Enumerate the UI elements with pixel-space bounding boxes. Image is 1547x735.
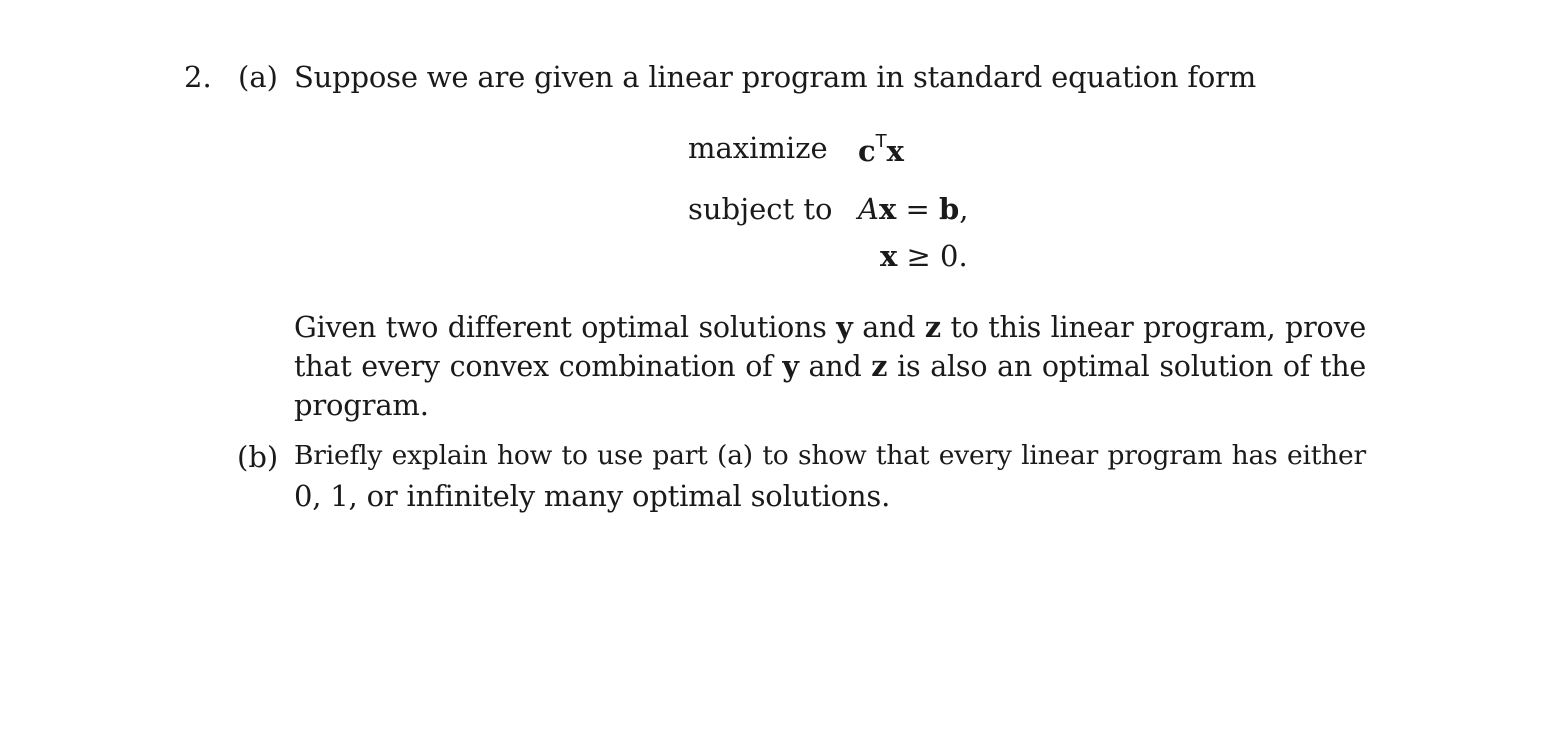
- equals-sign: =: [905, 192, 930, 226]
- part-a-label: (a): [238, 60, 278, 94]
- solution-y: y: [836, 310, 853, 344]
- paragraph-line-3: program.: [294, 388, 429, 422]
- paragraph-line-1: [294, 310, 1366, 344]
- text: Given two different optimal solutions: [294, 311, 827, 344]
- zero: 0.: [940, 239, 968, 273]
- solution-y: y: [782, 349, 799, 383]
- comma: ,: [959, 192, 969, 226]
- text: and: [862, 311, 916, 344]
- paragraph-line-2: [294, 349, 1366, 383]
- objective-keyword: maximize: [688, 131, 828, 165]
- matrix-a: A: [858, 192, 879, 226]
- problem-number: 2.: [184, 60, 212, 94]
- vector-x: x: [886, 134, 904, 168]
- text: is also an optimal solution of the: [897, 350, 1367, 383]
- vector-b: b: [939, 192, 960, 226]
- text: to this linear program, prove: [950, 311, 1367, 344]
- text: that every convex combination of: [294, 350, 773, 383]
- vector-c: c: [858, 134, 876, 168]
- geq-sign: ≥: [906, 239, 931, 273]
- solution-z: z: [871, 349, 888, 383]
- text: and: [808, 350, 862, 383]
- part-b-label: (b): [237, 440, 279, 474]
- solution-z: z: [924, 310, 941, 344]
- transpose-symbol: T: [875, 131, 887, 152]
- constraint-keyword: subject to: [688, 192, 833, 226]
- nonnegativity-constraint: [880, 239, 968, 273]
- equality-constraint: [858, 192, 969, 226]
- objective-expression: [858, 131, 904, 168]
- part-b-line-1: Briefly explain how to use part (a) to show that every linear program has either: [294, 440, 1366, 471]
- vector-x: x: [878, 192, 897, 226]
- part-b-line-2: 0, 1, or infinitely many optimal solutions.: [294, 479, 891, 513]
- part-a-intro: Suppose we are given a linear program in standard equation form: [294, 60, 1257, 94]
- vector-x: x: [880, 239, 898, 273]
